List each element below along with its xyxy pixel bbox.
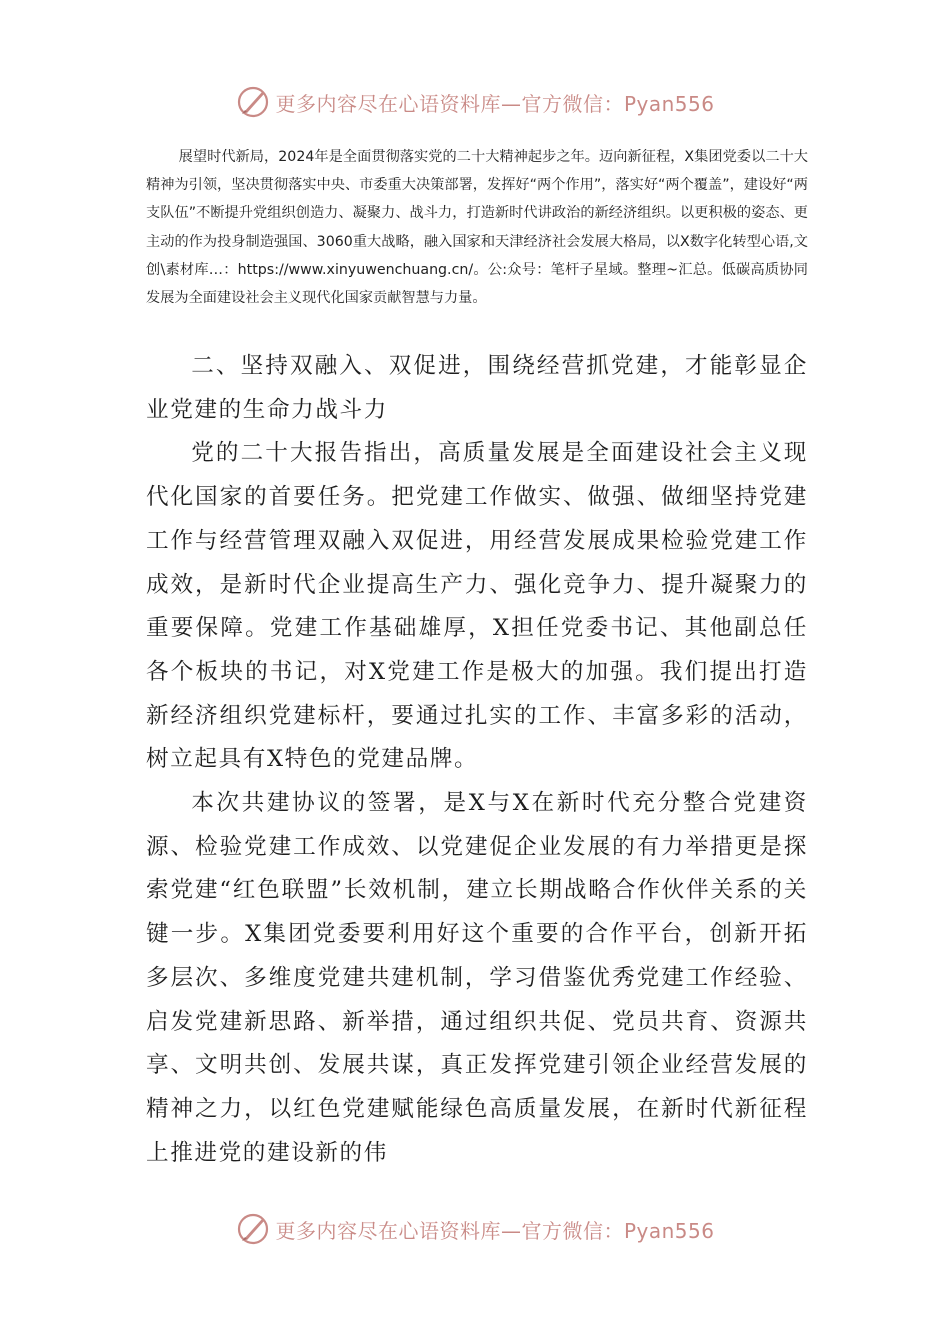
footer-banner-text: 更多内容尽在心语资料库—官方微信：Pyan556 <box>275 1218 715 1243</box>
header-banner <box>0 82 950 122</box>
intro-paragraph: 展望时代新局，2024年是全面贯彻落实党的二十大精神起步之年。迈向新征程，X集团党委以二十大精神为引领，坚决贯彻落实中央、市委重大决策部署，发挥好“两个作用”，落实好“两个覆盖”，建设好“两支队伍”不断提升党组织创造力、凝聚力、战斗力，打造新时代讲政治的新经济组织。以更积极的姿态、更主动的作为投身制造强国、3060重大战略，融入国家和天津经济社会发展大格局，以X数字化转型心语,文创\素材库…：https://www.xinyuwenchuang.cn/。公:众号：笔杆子星域。整理~汇总。低碳高质协同发展为全面建设社会主义现代化国家贡献智慧与力量。 <box>146 149 808 307</box>
body-paragraph-1: 党的二十大报告指出，高质量发展是全面建设社会主义现代化国家的首要任务。把党建工作做实、做强、做细坚持党建工作与经营管理双融入双促进，用经营发展成果检验党建工作成效，是新时代企业提高生产力、强化竞争力、提升凝聚力的重要保障。党建工作基础雄厚，X担任党委书记、其他副总任各个板块的书记，对X党建工作是极大的加强。我们提出打造新经济组织党建标杆，要通过扎实的工作、丰富多彩的活动，树立起具有X特色的党建品牌。 <box>146 440 808 773</box>
intro-block <box>146 143 808 312</box>
quill-pen-icon <box>235 84 271 120</box>
footer-banner <box>0 1209 950 1249</box>
header-banner-text: 更多内容尽在心语资料库—官方微信：Pyan556 <box>275 91 715 116</box>
quill-pen-icon <box>235 1211 271 1247</box>
section-heading: 二、坚持双融入、双促进，围绕经营抓党建，才能彰显企业党建的生命力战斗力 <box>146 353 808 423</box>
document-body <box>146 345 808 1175</box>
body-paragraph-2: 本次共建协议的签署，是X与X在新时代充分整合党建资源、检验党建工作成效、以党建促企业发展的有力举措更是探索党建“红色联盟”长效机制，建立长期战略合作伙伴关系的关键一步。X集团党委要利用好这个重要的合作平台，创新开拓多层次、多维度党建共建机制，学习借鉴优秀党建工作经验、启发党建新思路、新举措，通过组织共促、党员共育、资源共享、文明共创、发展共谋，真正发挥党建引领企业经营发展的精神之力，以红色党建赋能绿色高质量发展，在新时代新征程上推进党的建设新的伟 <box>146 790 808 1166</box>
